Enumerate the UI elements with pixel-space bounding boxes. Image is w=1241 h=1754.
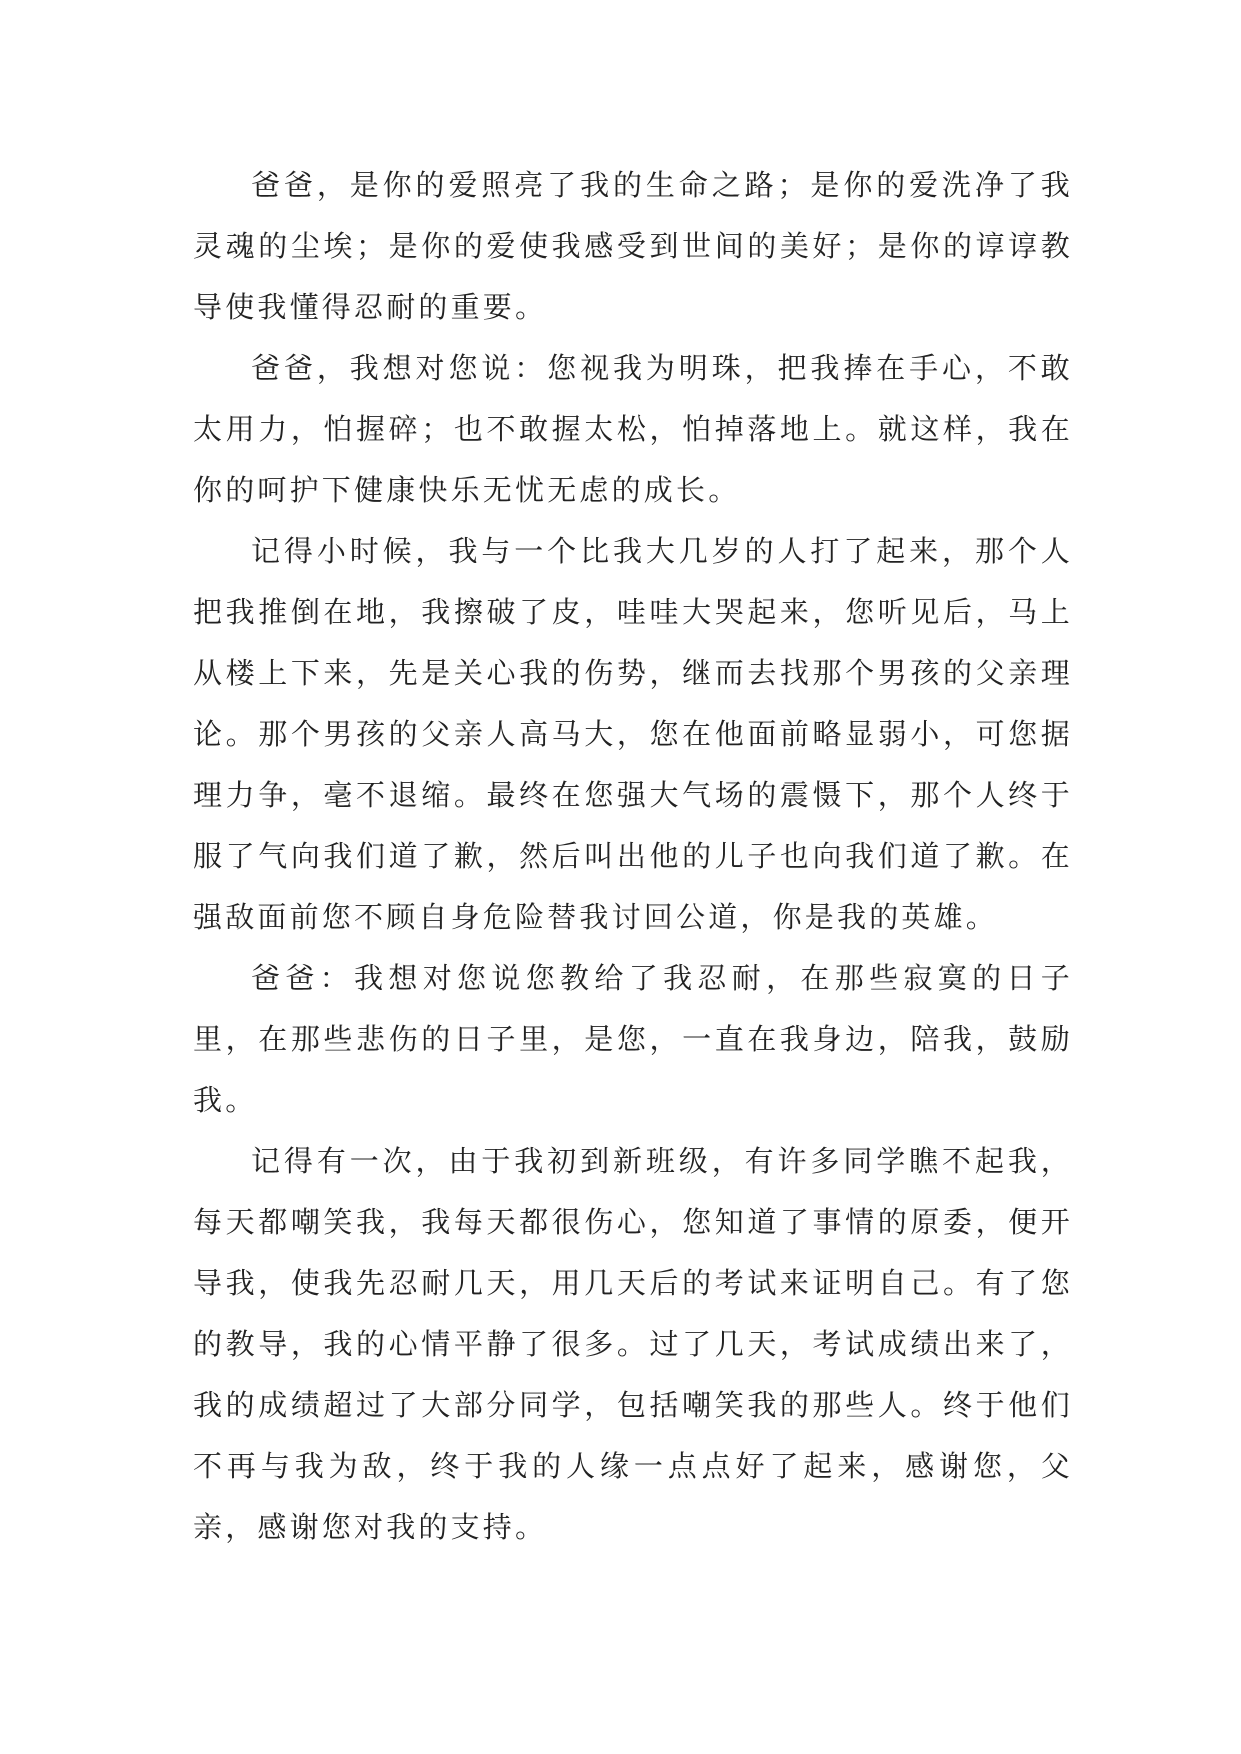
paragraph-2: 爸爸，我想对您说：您视我为明珠，把我捧在手心，不敢太用力，怕握碎；也不敢握太松，怕掉落地上。就这样，我在你的呵护下健康快乐无忧无虑的成长。 — [193, 351, 1073, 507]
paragraph-5: 记得有一次，由于我初到新班级，有许多同学瞧不起我，每天都嘲笑我，我每天都很伤心，您知道了事情的原委，便开导我，使我先忍耐几天，用几天后的考试来证明自己。有了您的教导，我的心情平静了很多。过了几天，考试成绩出来了，我的成绩超过了大部分同学，包括嘲笑我的那些人。终于他们不再与我为敌，终于我的人缘一点点好了起来，感谢您，父亲，感谢您对我的支持。 — [193, 1144, 1073, 1544]
paragraph-3: 记得小时候，我与一个比我大几岁的人打了起来，那个人把我推倒在地，我擦破了皮，哇哇大哭起来，您听见后，马上从楼上下来，先是关心我的伤势，继而去找那个男孩的父亲理论。那个男孩的父亲人高马大，您在他面前略显弱小，可您据理力争，毫不退缩。最终在您强大气场的震慑下，那个人终于服了气向我们道了歉，然后叫出他的儿子也向我们道了歉。在强敌面前您不顾自身危险替我讨回公道，你是我的英雄。 — [193, 534, 1073, 934]
document-body — [193, 155, 1073, 1558]
paragraph-4: 爸爸：我想对您说您教给了我忍耐，在那些寂寞的日子里，在那些悲伤的日子里，是您，一直在我身边，陪我，鼓励我。 — [193, 961, 1073, 1117]
paragraph-1: 爸爸，是你的爱照亮了我的生命之路；是你的爱洗净了我灵魂的尘埃；是你的爱使我感受到世间的美好；是你的谆谆教导使我懂得忍耐的重要。 — [193, 168, 1073, 324]
